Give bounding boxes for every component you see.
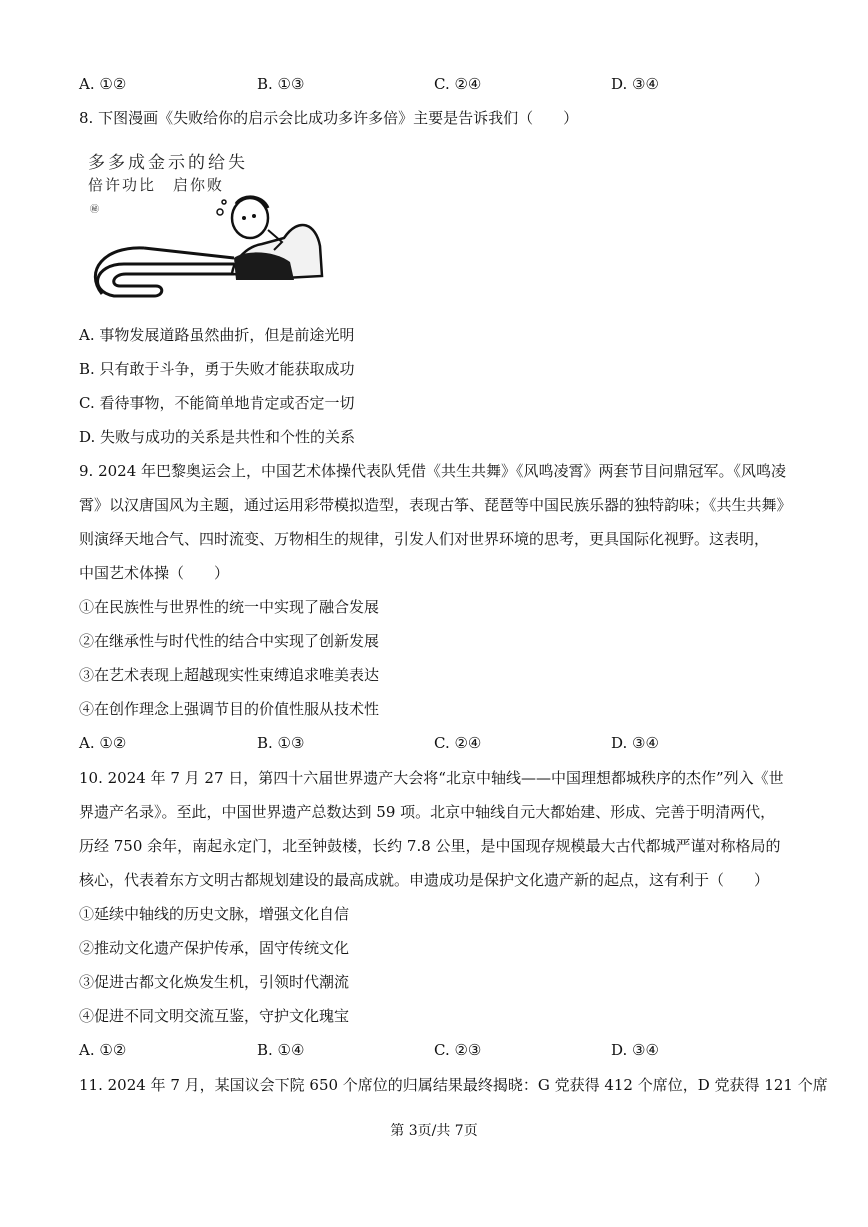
cartoon-signature: ㊙ (90, 205, 100, 215)
q8-stem: 8. 下图漫画《失败给你的启示会比成功多许多倍》主要是告诉我们（ ） (79, 109, 579, 127)
q9-option-d: D. ③④ (611, 734, 659, 752)
q9-option-a: A. ①② (79, 734, 127, 752)
q9-statement-3: ③在艺术表现上超越现实性束缚追求唯美表达 (79, 666, 380, 684)
q10-statement-4: ④促进不同文明交流互鉴，守护文化瑰宝 (79, 1007, 350, 1025)
cartoon-caption-row1: 多多成金示的给失 (88, 153, 248, 173)
q10-stem-line-4: 核心，代表着东方文明古都规划建设的最高成就。申遗成功是保护文化遗产新的起点，这有利于（ ） (79, 871, 770, 889)
q10-stem-line-1: 10. 2024 年 7 月 27 日，第四十六届世界遗产大会将“北京中轴线——中国理想都城秩序的杰作”列入《世 (79, 769, 784, 787)
q8-option-a: A. 事物发展道路虽然曲折，但是前途光明 (79, 326, 355, 344)
q10-statement-1: ①延续中轴线的历史文脉，增强文化自信 (79, 905, 350, 923)
q10-option-d: D. ③④ (611, 1041, 659, 1059)
cartoon-drawing (84, 146, 326, 306)
q7-option-d: D. ③④ (611, 75, 659, 93)
q8-option-d: D. 失败与成功的关系是共性和个性的关系 (79, 428, 356, 446)
q8-option-b: B. 只有敢于斗争，勇于失败才能获取成功 (79, 360, 355, 378)
q7-option-b: B. ①③ (257, 75, 305, 93)
q10-statement-2: ②推动文化遗产保护传承，固守传统文化 (79, 939, 350, 957)
q11-stem-line-1: 11. 2024 年 7 月，某国议会下院 650 个席位的归属结果最终揭晓：G 党获得 412 个席位，D 党获得 121 个席 (79, 1076, 828, 1094)
q9-stem-line-4: 中国艺术体操（ ） (79, 564, 230, 582)
q10-option-a: A. ①② (79, 1041, 127, 1059)
q9-stem-line-3: 则演绎天地合气、四时流变、万物相生的规律，引发人们对世界环境的思考，更具国际化视野。这表明， (79, 530, 770, 548)
q9-option-b: B. ①③ (257, 734, 305, 752)
page-footer: 第 3页/共 7页 (390, 1123, 478, 1139)
q7-option-a: A. ①② (79, 75, 127, 93)
q9-option-c: C. ②④ (434, 734, 482, 752)
q10-option-c: C. ②③ (434, 1041, 482, 1059)
q10-stem-line-3: 历经 750 余年，南起永定门，北至钟鼓楼，长约 7.8 公里，是中国现存规模最大古代都城严谨对称格局的 (79, 837, 781, 855)
cartoon-image (84, 146, 326, 306)
q9-statement-1: ①在民族性与世界性的统一中实现了融合发展 (79, 598, 380, 616)
q10-statement-3: ③促进古都文化焕发生机，引领时代潮流 (79, 973, 350, 991)
q10-option-b: B. ①④ (257, 1041, 305, 1059)
q10-stem-line-2: 界遗产名录》。至此，中国世界遗产总数达到 59 项。北京中轴线自元大都始建、形成、完善于明清两代， (79, 803, 776, 821)
q9-statement-2: ②在继承性与时代性的结合中实现了创新发展 (79, 632, 380, 650)
q8-option-c: C. 看待事物，不能简单地肯定或否定一切 (79, 394, 355, 412)
q9-stem-line-2: 霄》以汉唐国风为主题，通过运用彩带模拟造型，表现古筝、琵琶等中国民族乐器的独特韵味；《共生共舞》 (79, 496, 792, 514)
q7-option-c: C. ②④ (434, 75, 482, 93)
q9-stem-line-1: 9. 2024 年巴黎奥运会上，中国艺术体操代表队凭借《共生共舞》《风鸣凌霄》两套节目问鼎冠军。《风鸣凌 (79, 462, 787, 480)
cartoon-caption-row2: 倍许功比 启你败 (88, 176, 225, 194)
q9-statement-4: ④在创作理念上强调节目的价值性服从技术性 (79, 700, 380, 718)
